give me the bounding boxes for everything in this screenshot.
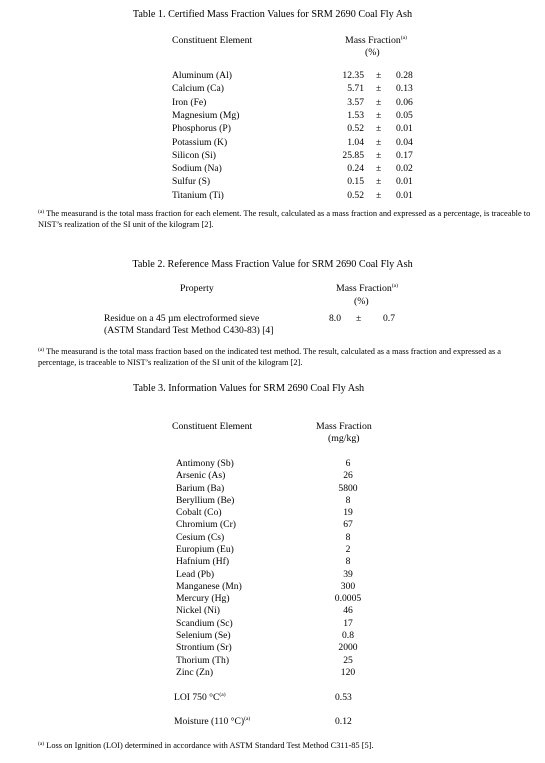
table1-uncertainty: 0.28 bbox=[396, 70, 413, 81]
table1-uncertainty: 0.01 bbox=[396, 123, 413, 135]
table1-value: 25.85 bbox=[342, 149, 364, 161]
table3-moisture-text: Moisture (110 °C) bbox=[174, 716, 245, 727]
table1-value: 1.04 bbox=[347, 136, 364, 148]
table1-element-name: Potassium (K) bbox=[172, 136, 228, 148]
table1-value: 5.71 bbox=[347, 83, 364, 95]
footnote-marker: (a) bbox=[38, 209, 45, 215]
table3-element-name: Scandium (Sc) bbox=[176, 617, 233, 629]
table1-footnote bbox=[38, 209, 538, 230]
table1-value: 0.52 bbox=[347, 123, 364, 135]
plus-minus-sign: ± bbox=[376, 109, 382, 121]
table2-col-mass bbox=[336, 283, 398, 295]
table3-value: 46 bbox=[343, 605, 353, 617]
table1-element-name: Silicon (Si) bbox=[172, 149, 216, 161]
plus-minus-sign: ± bbox=[376, 163, 382, 175]
table3-value: 8 bbox=[345, 531, 351, 543]
table3-element-name: Chromium (Cr) bbox=[176, 519, 236, 531]
plus-minus-sign: ± bbox=[376, 96, 382, 108]
table3-footnote-text: Loss on Ignition (LOI) determined in accordance with ASTM Standard Test Method C311-85 [5]. bbox=[46, 741, 374, 750]
table2-row-line2: (ASTM Standard Test Method C430-83) [4] bbox=[104, 325, 274, 336]
plus-minus-sign: ± bbox=[376, 123, 382, 135]
table2-col-unit: (%) bbox=[354, 296, 369, 307]
table3-caption: Table 3. Information Values for SRM 2690 Coal Fly Ash bbox=[133, 383, 365, 394]
table2-value: 8.0 bbox=[329, 313, 341, 324]
table1-element-name: Magnesium (Mg) bbox=[172, 109, 240, 121]
table1-uncertainty: 0.17 bbox=[396, 149, 413, 161]
table2-caption: Table 2. Reference Mass Fraction Value for SRM 2690 Coal Fly Ash bbox=[132, 259, 413, 270]
table3-value: 6 bbox=[345, 458, 351, 469]
table3-value: 2 bbox=[345, 544, 351, 555]
table1-element-name: Iron (Fe) bbox=[172, 96, 207, 108]
footnote-marker: (a) bbox=[38, 741, 45, 747]
table3-loi-label bbox=[174, 692, 226, 704]
table3-value: 26 bbox=[343, 470, 353, 482]
table3-element-name: Arsenic (As) bbox=[176, 470, 226, 482]
table1-uncertainty: 0.04 bbox=[396, 136, 413, 148]
footnote-marker: (a) bbox=[244, 716, 251, 722]
table3-value: 2000 bbox=[338, 642, 358, 654]
table3-value: 300 bbox=[340, 580, 356, 592]
table1-uncertainty: 0.01 bbox=[396, 176, 413, 188]
table1-element-name: Phosphorus (P) bbox=[172, 123, 231, 135]
table3-value: 17 bbox=[343, 617, 353, 629]
table3-element-name: Barium (Ba) bbox=[176, 482, 225, 494]
table2-row-line1: Residue on a 45 µm electroformed sieve bbox=[104, 313, 260, 324]
table1-value: 0.24 bbox=[347, 163, 364, 175]
table3-value: 5800 bbox=[338, 482, 358, 494]
plus-minus-sign: ± bbox=[376, 149, 382, 161]
table3-element-name: Strontium (Sr) bbox=[176, 642, 232, 654]
table1-col-unit: (%) bbox=[365, 47, 380, 58]
table2-col-mass-label: Mass Fraction bbox=[336, 283, 392, 294]
table3-value: 120 bbox=[340, 666, 356, 678]
table3-col-mass: Mass Fraction bbox=[316, 421, 372, 432]
table3-element-name: Thorium (Th) bbox=[176, 654, 230, 666]
table3-value: 0.8 bbox=[342, 629, 354, 641]
table3-element-name: Europium (Eu) bbox=[176, 544, 234, 555]
footnote-marker: (a) bbox=[391, 283, 398, 289]
footnote-marker: (a) bbox=[219, 692, 226, 698]
plus-minus-sign: ± bbox=[376, 83, 382, 95]
table1-uncertainty: 0.01 bbox=[396, 189, 413, 201]
table1-col-mass bbox=[345, 35, 407, 47]
table1-element-name: Sulfur (S) bbox=[172, 176, 211, 188]
table1-uncertainty: 0.13 bbox=[396, 83, 413, 95]
table3-element-name: Antimony (Sb) bbox=[176, 458, 234, 469]
table3-loi-value: 0.53 bbox=[335, 692, 352, 703]
footnote-marker: (a) bbox=[400, 35, 407, 41]
table3-element-name: Beryllium (Be) bbox=[176, 494, 235, 506]
table1-uncertainty: 0.02 bbox=[396, 163, 413, 175]
table3-loi-text: LOI 750 °C bbox=[174, 692, 220, 703]
plus-minus-sign: ± bbox=[376, 176, 382, 188]
plus-minus-sign: ± bbox=[376, 189, 382, 201]
table1-value: 3.57 bbox=[347, 96, 364, 108]
table3-value: 8 bbox=[345, 556, 351, 568]
table3-footnote bbox=[38, 741, 538, 752]
footnote-marker: (a) bbox=[38, 347, 45, 353]
table1-value: 0.52 bbox=[347, 189, 364, 201]
table2-col-property: Property bbox=[180, 283, 214, 294]
table3-value: 8 bbox=[345, 494, 351, 506]
table1-col-element: Constituent Element bbox=[172, 35, 253, 46]
table3-value: 25 bbox=[343, 654, 353, 666]
plus-minus-sign: ± bbox=[376, 70, 382, 81]
table3-element-name: Mercury (Hg) bbox=[176, 593, 230, 605]
table3-element-name: Nickel (Ni) bbox=[176, 605, 220, 617]
table1-element-name: Aluminum (Al) bbox=[172, 70, 232, 81]
plus-minus-sign: ± bbox=[376, 136, 382, 148]
table3-col-element: Constituent Element bbox=[172, 421, 253, 432]
table1-value: 1.53 bbox=[347, 109, 364, 121]
table3-element-name: Selenium (Se) bbox=[176, 629, 231, 641]
table1-uncertainty: 0.05 bbox=[396, 109, 413, 121]
table3-value: 0.0005 bbox=[334, 593, 362, 605]
plus-minus-sign: ± bbox=[356, 313, 362, 324]
table3-element-name: Cobalt (Co) bbox=[176, 507, 222, 519]
table3-value: 39 bbox=[343, 568, 353, 580]
table2-footnote bbox=[38, 347, 538, 368]
table3-element-name: Manganese (Mn) bbox=[176, 580, 242, 592]
table1-element-name: Sodium (Na) bbox=[172, 163, 222, 175]
table3-element-name: Cesium (Cs) bbox=[176, 531, 225, 543]
table3-col-unit: (mg/kg) bbox=[328, 433, 360, 444]
table1-col-mass-label: Mass Fraction bbox=[345, 35, 401, 46]
table2-footnote-text: The measurand is the total mass fraction based on the indicated test method. The result, calculated as a mass fraction and expressed as a percentage, is traceable to NIST’s realization of the SI unit of the kilogram [2]. bbox=[38, 347, 502, 367]
table1-value: 0.15 bbox=[347, 176, 364, 188]
table3-element-name: Hafnium (Hf) bbox=[176, 556, 230, 568]
table1-footnote-text: The measurand is the total mass fraction for each element. The result, calculated as a mass fraction and expressed as a percentage, is traceable to NIST’s realization of the SI unit of the kilogram [2]. bbox=[38, 209, 531, 229]
table2-uncertainty: 0.7 bbox=[383, 313, 395, 324]
table3-element-name: Lead (Pb) bbox=[176, 568, 215, 580]
table3-value: 67 bbox=[343, 519, 353, 531]
table1-element-name: Calcium (Ca) bbox=[172, 83, 224, 95]
table1-uncertainty: 0.06 bbox=[396, 96, 413, 108]
table3-element-name: Zinc (Zn) bbox=[176, 666, 214, 678]
table1-element-name: Titanium (Ti) bbox=[172, 189, 224, 201]
table3-value: 19 bbox=[343, 507, 353, 519]
table3-moisture-label bbox=[174, 716, 250, 728]
table3-moisture-value: 0.12 bbox=[335, 716, 352, 727]
table1-caption: Table 1. Certified Mass Fraction Values for SRM 2690 Coal Fly Ash bbox=[132, 9, 413, 20]
table1-value: 12.35 bbox=[342, 70, 364, 81]
